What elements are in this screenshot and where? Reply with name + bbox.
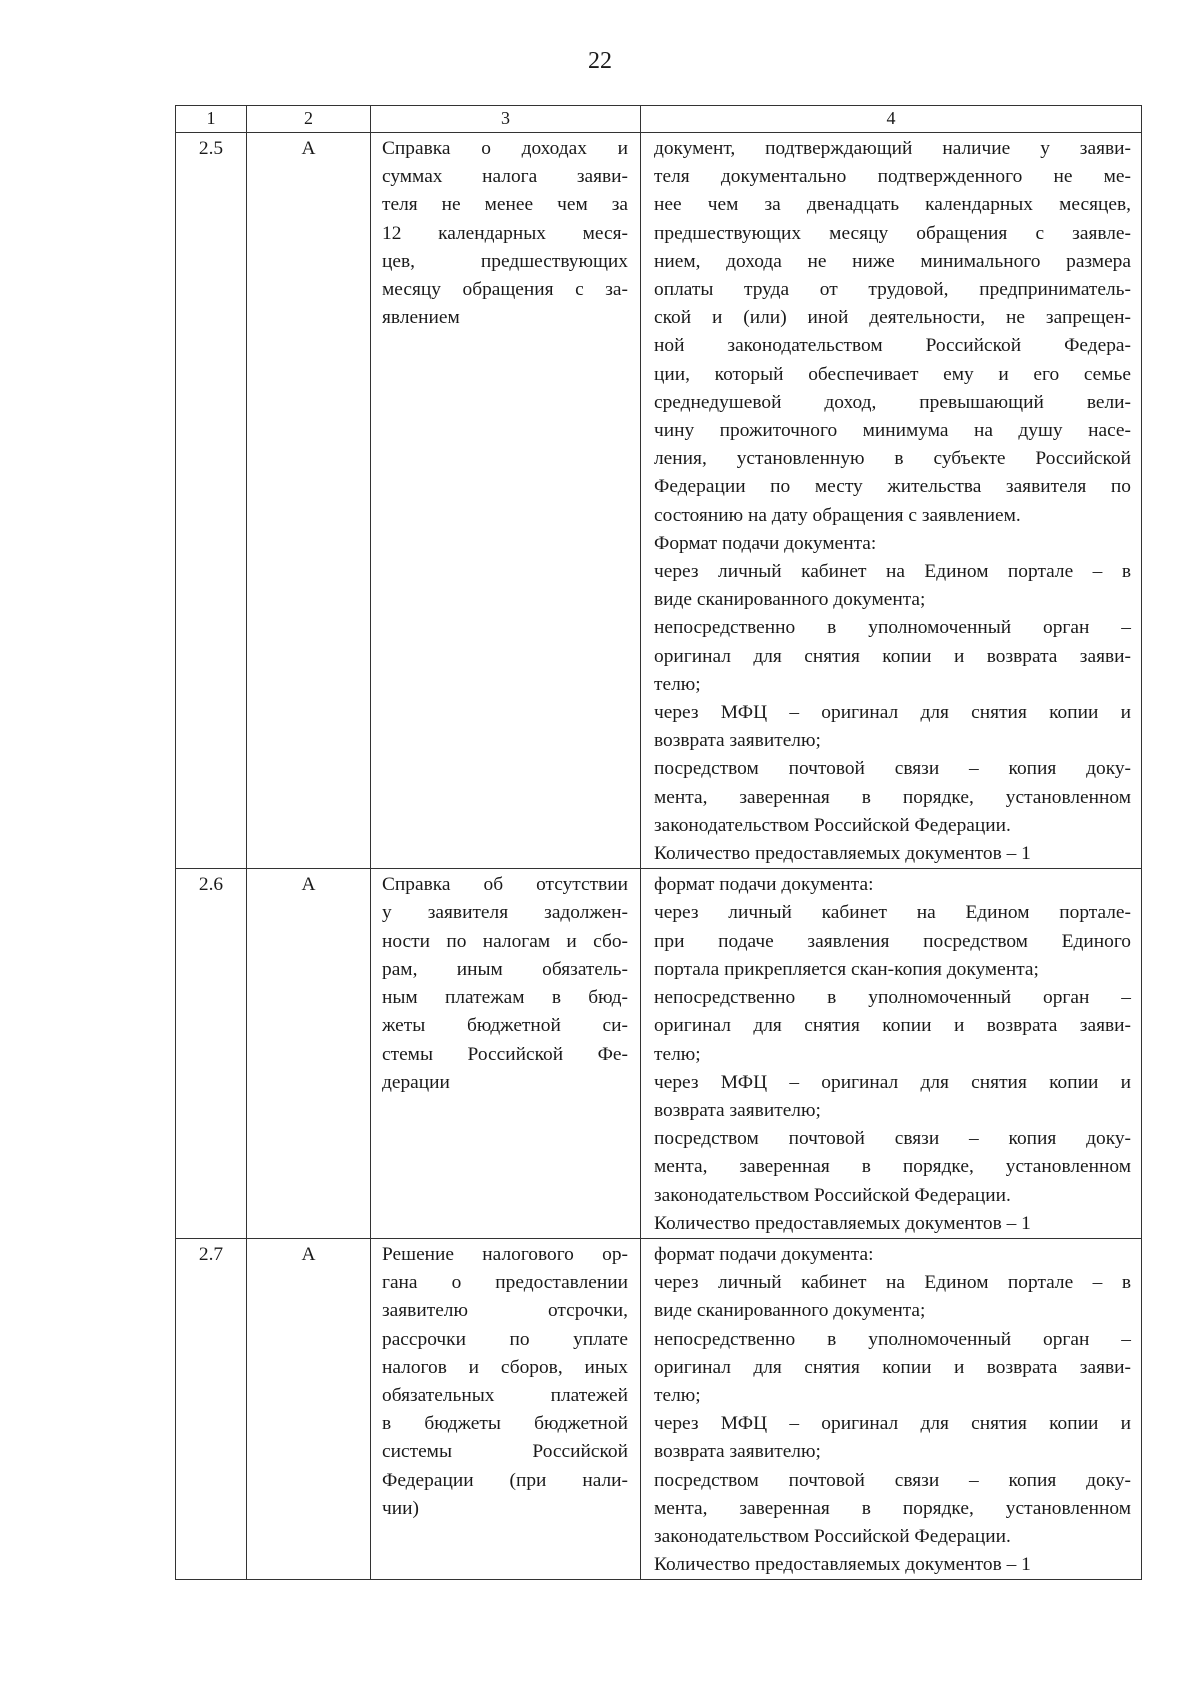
document-description-cell [641, 133, 1142, 869]
document-description-line: среднедушевой доход, превышающий вели- [654, 391, 1131, 413]
document-description-line: через МФЦ – оригинал для снятия копии и [654, 702, 1131, 724]
document-description-line: при подаче заявления посредством Единого [654, 930, 1131, 952]
row-number: 2.6 [176, 869, 247, 1239]
document-name-line: ности по налогам и сбо- [382, 930, 628, 952]
document-description-cell [641, 869, 1142, 1239]
document-description-line: оригинал для снятия копии и возврата заяви- [654, 1015, 1131, 1037]
document-name-line: цев, предшествующих [382, 250, 628, 272]
document-name-line: Справка об отсутствии [382, 874, 628, 896]
document-description-line: непосредственно в уполномоченный орган – [654, 987, 1131, 1009]
column-header-1: 1 [176, 106, 247, 133]
document-description-line: ной законодательством Российской Федера- [654, 335, 1131, 357]
document-description-line: через МФЦ – оригинал для снятия копии и [654, 1071, 1131, 1093]
document-name-line: заявителю отсрочки, [382, 1300, 628, 1322]
document-description-line: мента, заверенная в порядке, установленном [654, 1156, 1131, 1178]
table-body [176, 133, 1142, 1580]
document-description-line: Количество предоставляемых документов – 1 [654, 843, 1031, 865]
document-description-line: посредством почтовой связи – копия доку- [654, 1128, 1131, 1150]
document-description-line: Количество предоставляемых документов – 1 [654, 1212, 1031, 1234]
row-code: А [247, 869, 371, 1239]
document-name-line: жеты бюджетной си- [382, 1015, 628, 1037]
document-name-line: дерации [382, 1071, 450, 1093]
document-description-line: Федерации по месту жительства заявителя по [654, 476, 1131, 498]
row-number: 2.7 [176, 1238, 247, 1579]
row-code: А [247, 1238, 371, 1579]
column-header-3: 3 [371, 106, 641, 133]
document-description-line: телю; [654, 673, 701, 695]
document-description-line: законодательством Российской Федерации. [654, 1525, 1011, 1547]
column-header-2: 2 [247, 106, 371, 133]
document-description-line: мента, заверенная в порядке, установленном [654, 786, 1131, 808]
document-name-line: Справка о доходах и [382, 138, 628, 159]
table-row [176, 1238, 1142, 1579]
column-header-4: 4 [641, 106, 1142, 133]
document-description-line: предшествующих месяцу обращения с заявле- [654, 222, 1131, 244]
document-description-line: возврата заявителю; [654, 730, 821, 752]
document-description-line: нее чем за двенадцать календарных месяцев, [654, 194, 1131, 216]
document-name-line: 12 календарных меся- [382, 222, 628, 244]
document-description-line: посредством почтовой связи – копия доку- [654, 758, 1131, 780]
document-description-line: через личный кабинет на Едином портале- [654, 902, 1131, 924]
document-description-line: виде сканированного документа; [654, 589, 926, 611]
document-name-line: суммах налога заяви- [382, 166, 628, 188]
document-name-line: у заявителя задолжен- [382, 902, 628, 924]
document-description-line: оплаты труда от трудовой, предприниматель- [654, 279, 1131, 301]
document-description-line: законодательством Российской Федерации. [654, 814, 1011, 836]
document-name-line: стемы Российской Фе- [382, 1043, 628, 1065]
document-description-line: ской и (или) иной деятельности, не запрещен- [654, 307, 1131, 329]
table-row [176, 869, 1142, 1239]
document-description-line: портала прикрепляется скан-копия документа; [654, 958, 1039, 980]
document-name-line: явлением [382, 307, 460, 329]
document-description-line: непосредственно в уполномоченный орган – [654, 1328, 1131, 1350]
document-name-line: обязательных платежей [382, 1384, 628, 1406]
document-description-line: Количество предоставляемых документов – 1 [654, 1554, 1031, 1576]
document-description-line: через личный кабинет на Едином портале – в [654, 1272, 1131, 1294]
document-name-cell [371, 133, 641, 869]
document-description-line: чину прожиточного минимума на душу насе- [654, 420, 1131, 442]
document-description-line: через МФЦ – оригинал для снятия копии и [654, 1413, 1131, 1435]
page-number: 22 [588, 48, 612, 74]
document-description-cell [641, 1238, 1142, 1579]
document-description-line: документ, подтверждающий наличие у заяви- [654, 138, 1131, 159]
document-description-line: телю; [654, 1043, 701, 1065]
document-description-line: оригинал для снятия копии и возврата заяви- [654, 645, 1131, 667]
document-description-line: Формат подачи документа: [654, 532, 877, 554]
document-description-line: возврата заявителю; [654, 1441, 821, 1463]
document-description-line: виде сканированного документа; [654, 1300, 926, 1322]
document-description-line: телю; [654, 1384, 701, 1406]
document-table [175, 105, 1142, 1580]
document-description-line: формат подачи документа: [654, 874, 874, 896]
document-name-line: рассрочки по уплате [382, 1328, 628, 1350]
document-name-line: чии) [382, 1497, 419, 1519]
document-description-line: оригинал для снятия копии и возврата заяви- [654, 1356, 1131, 1378]
document-description-line: законодательством Российской Федерации. [654, 1184, 1011, 1206]
table-header-row [176, 106, 1142, 133]
document-name-line: теля не менее чем за [382, 194, 628, 216]
document-name-cell [371, 869, 641, 1239]
document-description-line: мента, заверенная в порядке, установленном [654, 1497, 1131, 1519]
document-description-line: возврата заявителю; [654, 1099, 821, 1121]
document-name-line: рам, иным обязатель- [382, 958, 628, 980]
document-description-line: через личный кабинет на Едином портале – в [654, 561, 1131, 583]
document-description-line: теля документально подтвержденного не ме- [654, 166, 1131, 188]
document-description-line: формат подачи документа: [654, 1243, 874, 1265]
row-number: 2.5 [176, 133, 247, 869]
document-name-line: гана о предоставлении [382, 1272, 628, 1294]
table-row [176, 133, 1142, 869]
document-name-line: Федерации (при нали- [382, 1469, 628, 1491]
document-name-cell [371, 1238, 641, 1579]
document-description-line: нием, дохода не ниже минимального размера [654, 250, 1131, 272]
document-name-line: ным платежам в бюд- [382, 987, 628, 1009]
document-name-line: месяцу обращения с за- [382, 279, 628, 301]
document-name-line: налогов и сборов, иных [382, 1356, 628, 1378]
document-name-line: Решение налогового ор- [382, 1243, 628, 1265]
document-description-line: посредством почтовой связи – копия доку- [654, 1469, 1131, 1491]
document-description-line: непосредственно в уполномоченный орган – [654, 617, 1131, 639]
document-description-line: ления, установленную в субъекте Российской [654, 448, 1131, 470]
document-name-line: в бюджеты бюджетной [382, 1413, 628, 1435]
document-description-line: состоянию на дату обращения с заявлением. [654, 504, 1021, 526]
row-code: А [247, 133, 371, 869]
document-description-line: ции, который обеспечивает ему и его семье [654, 363, 1131, 385]
document-name-line: системы Российской [382, 1441, 628, 1463]
